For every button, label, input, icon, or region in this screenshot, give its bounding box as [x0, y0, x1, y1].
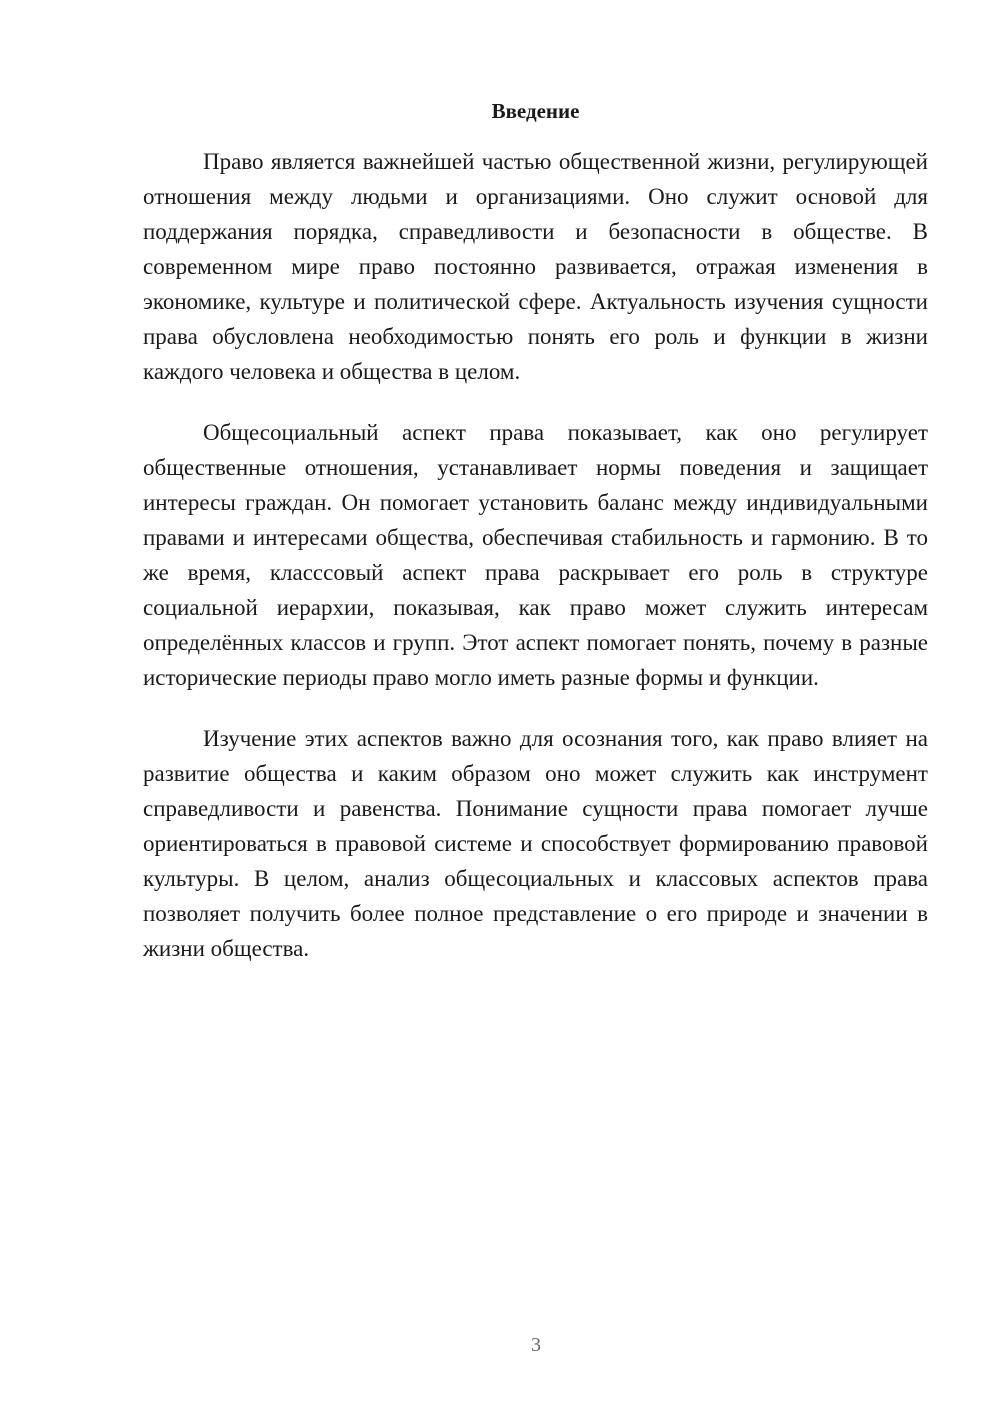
section-heading: Введение — [491, 99, 580, 123]
paragraph-1: Право является важнейшей частью общественной жизни, регулирующей отношения между людьми и организациями. Оно служит основой для поддержания порядка, справедливости и безопасности в обществе. В современном мире право постоянно развивается, отражая изменения в экономике, культуре и политической сфере. Актуальность изучения сущности права обусловлена необходимостью понять его роль и функции в жизни каждого человека и общества в целом. — [143, 149, 928, 384]
paragraph-3: Изучение этих аспектов важно для осознания того, как право влияет на развитие общества и каким образом оно может служить как инструмент справедливости и равенства. Понимание сущности права помогает лучше ориентироваться в правовой системе и способствует формированию правовой культуры. В целом, анализ общесоциальных и классовых аспектов права позволяет получить более полное представление о его природе и значении в жизни общества. — [143, 726, 928, 961]
paragraph-2: Общесоциальный аспект права показывает, как оно регулирует общественные отношения, устанавливает нормы поведения и защищает интересы граждан. Он помогает установить баланс между индивидуальными правами и интересами общества, обеспечивая стабильность и гармонию. В то же время, классcовый аспект права раскрывает его роль в структуре социальной иерархии, показывая, как право может служить интересам определённых классов и групп. Этот аспект помогает понять, почему в разные исторические периоды право могло иметь разные формы и функции. — [143, 420, 928, 690]
page-number: 3 — [531, 1334, 541, 1356]
page-content — [143, 96, 928, 992]
